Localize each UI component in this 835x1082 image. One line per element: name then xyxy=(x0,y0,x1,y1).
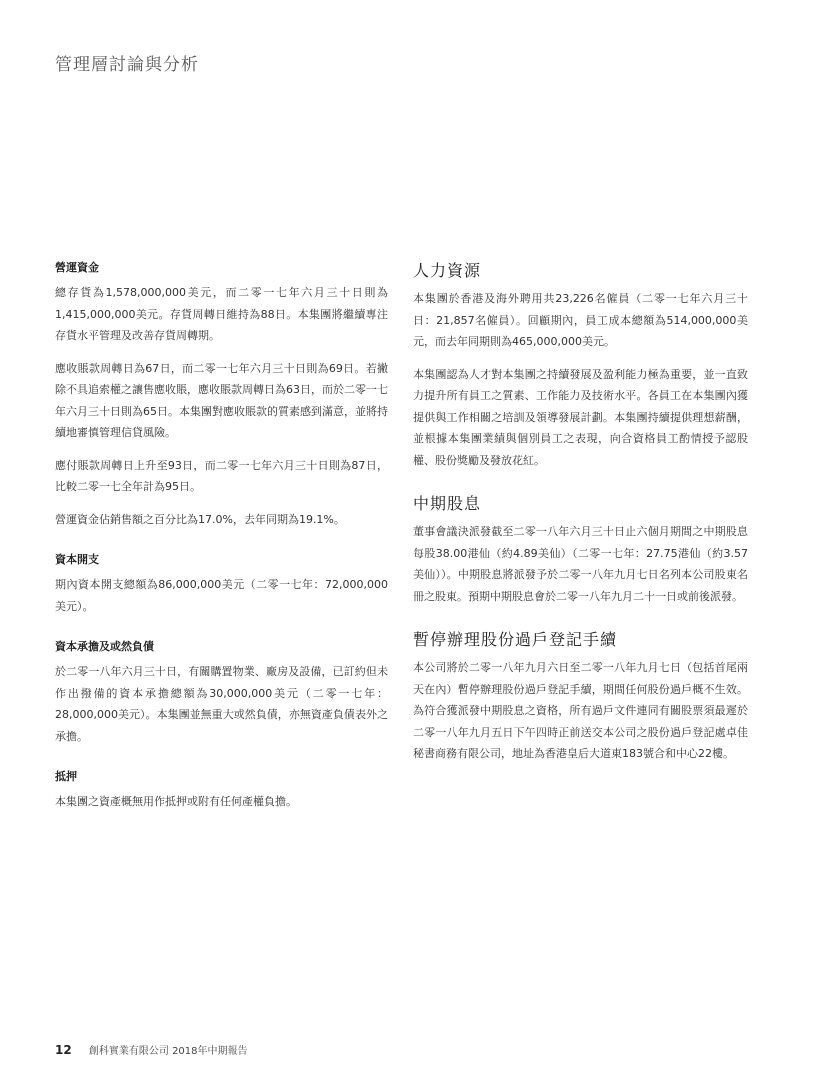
section-heading: 資本開支 xyxy=(55,553,99,566)
page-number: 12 xyxy=(55,1043,72,1057)
paragraph: 應付賬款周轉日上升至93日，而二零一七年六月三十日則為87日，比較二零一七全年計為95日。 xyxy=(55,458,388,493)
section-working-capital xyxy=(55,260,388,530)
section-heading: 人力資源 xyxy=(413,261,482,280)
footer-text: 創科實業有限公司 2018年中期報告 xyxy=(88,1046,248,1057)
paragraph: 本集團於香港及海外聘用共23,226名僱員（二零一七年六月三十日：21,857名僱員）。回顧期內，員工成本總額為514,000,000美元，而去年同期則為465,000,000美元。 xyxy=(413,292,748,348)
section-pledge xyxy=(55,769,388,813)
section-human-resources xyxy=(413,260,748,471)
section-capital-expenditure xyxy=(55,552,388,617)
section-commitments xyxy=(55,639,388,747)
section-heading: 營運資金 xyxy=(55,261,99,274)
paragraph: 期內資本開支總額為86,000,000美元（二零一七年：72,000,000美元）。 xyxy=(55,578,388,613)
paragraph: 本公司將於二零一八年九月六日至二零一八年九月七日（包括首尾兩天在內）暫停辦理股份過戶登記手續，期間任何股份過戶概不生效。為符合獲派發中期股息之資格，所有過戶文件連同有關股票須最遲於二零一八年九月五日下午四時正前送交本公司之股份過戶登記處卓佳秘書商務有限公司，地址為香港皇后大道東183號合和中心22樓。 xyxy=(413,661,748,760)
paragraph: 本集團認為人才對本集團之持續發展及盈利能力極為重要，並一直致力提升所有員工之質素、工作能力及技術水平。各員工在本集團內獲提供與工作相關之培訓及領導發展計劃。本集團持續提供理想薪酬，並根據本集團業績與個別員工之表現，向合資格員工酌情授予認股權、股份獎勵及發放花紅。 xyxy=(413,367,748,467)
left-column xyxy=(55,260,388,835)
page-title: 管理層討論與分析 xyxy=(55,55,199,75)
section-closure-register xyxy=(413,629,748,765)
paragraph: 總存貨為1,578,000,000美元，而二零一七年六月三十日則為1,415,000,000美元。存貨周轉日維持為88日。本集團將繼續專注存貨水平管理及改善存貨周轉期。 xyxy=(55,286,388,342)
right-column xyxy=(413,260,748,787)
section-heading: 暫停辦理股份過戶登記手續 xyxy=(413,630,618,649)
paragraph: 應收賬款周轉日為67日，而二零一七年六月三十日則為69日。若撇除不具追索權之讓售應收賬，應收賬款周轉日為63日，而於二零一七年六月三十日則為65日。本集團對應收賬款的質素感到滿意，並將持續地審慎管理信貸風險。 xyxy=(55,361,388,439)
paragraph: 本集團之資產概無用作抵押或附有任何產權負擔。 xyxy=(55,795,297,808)
section-interim-dividend xyxy=(413,493,748,607)
section-heading: 中期股息 xyxy=(413,494,482,513)
paragraph: 營運資金佔銷售額之百分比為17.0%，去年同期為19.1%。 xyxy=(55,512,345,526)
page-footer xyxy=(55,1042,248,1057)
paragraph: 於二零一八年六月三十日，有關購置物業、廠房及設備，已訂約但未作出撥備的資本承擔總額為30,000,000美元（二零一七年：28,000,000美元）。本集團並無重大或然負債，亦無資產負債表外之承擔。 xyxy=(55,665,388,743)
section-heading: 抵押 xyxy=(55,770,77,783)
paragraph: 董事會議決派發截至二零一八年六月三十日止六個月期間之中期股息每股38.00港仙（約4.89美仙）（二零一七年：27.75港仙（約3.57美仙））。中期股息將派發予於二零一八年九月七日名列本公司股東名冊之股東。預期中期股息會於二零一八年九月二十一日或前後派發。 xyxy=(413,525,748,603)
section-heading: 資本承擔及或然負債 xyxy=(55,640,154,653)
